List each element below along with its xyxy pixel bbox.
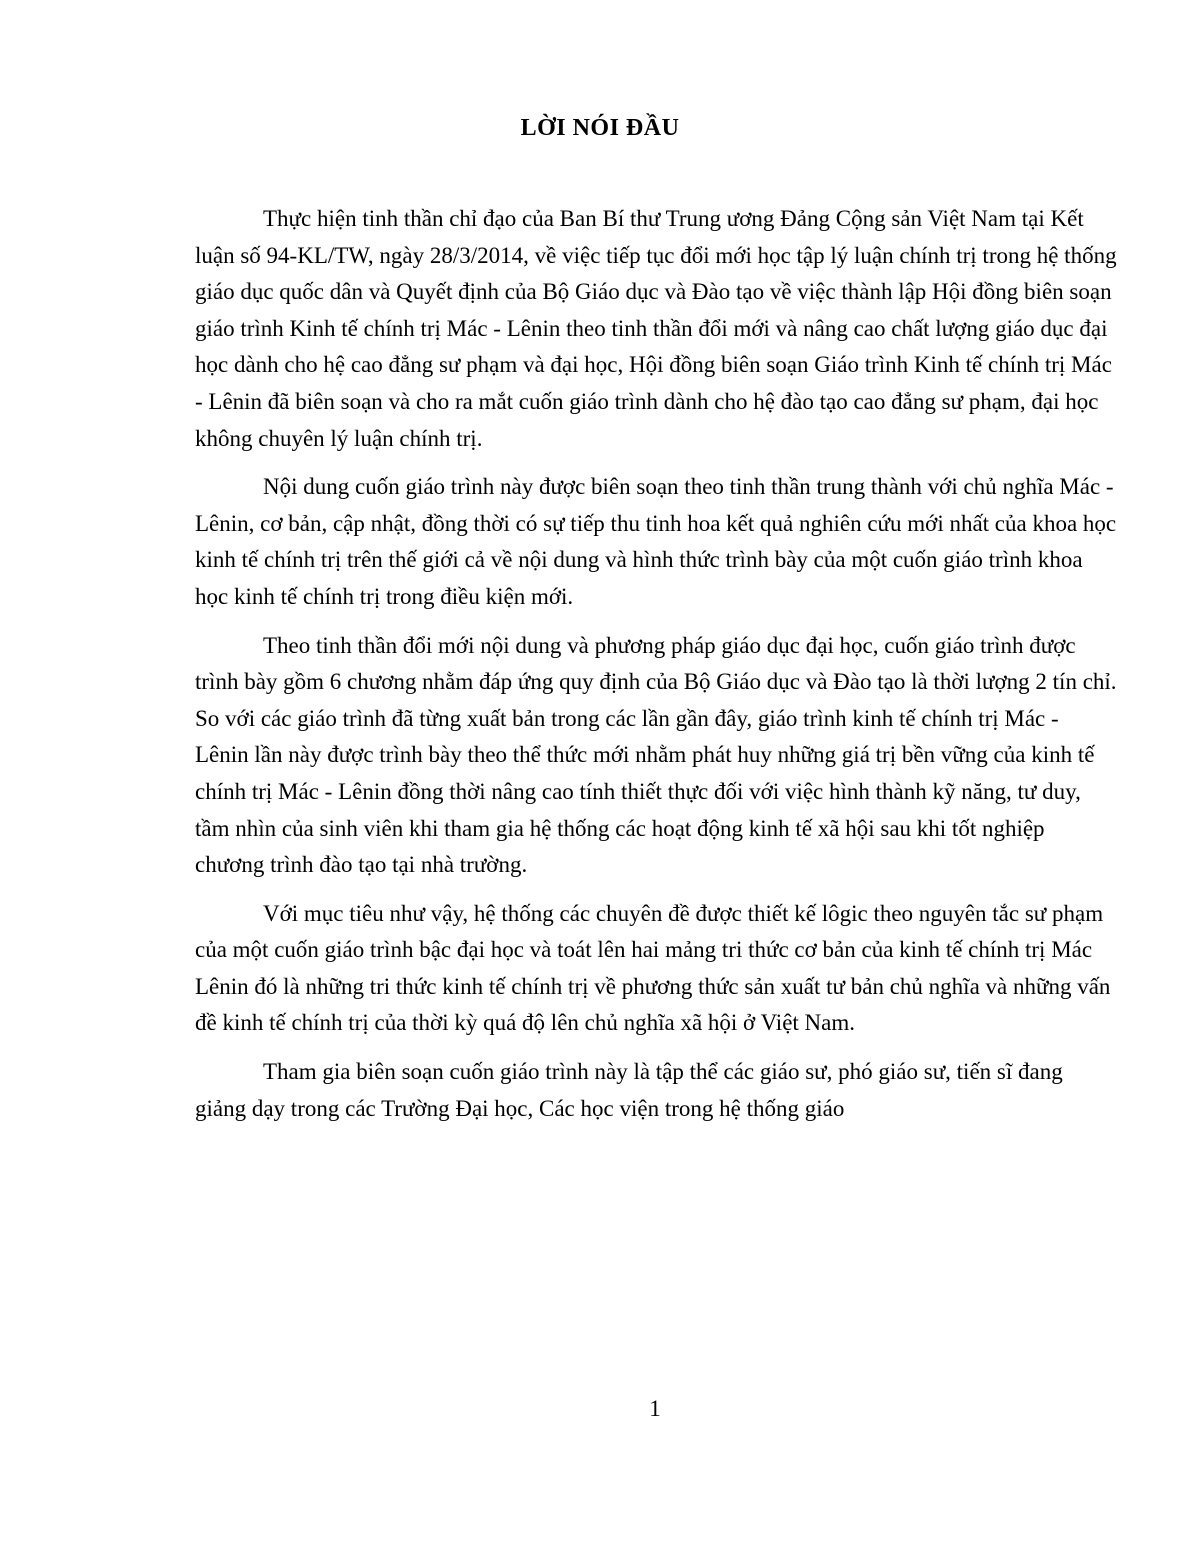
text-line: tế chính trị Mác Lênin đó là những tri thức kinh tế chính trị về phương thức sản xuất tư bbox=[195, 937, 1093, 999]
text-line: Thực hiện tinh thần chỉ đạo của Ban Bí thư Trung ương Đảng Cộng sản Việt Nam bbox=[263, 206, 1017, 231]
page-number: 1 bbox=[649, 1396, 661, 1421]
paragraph-4 bbox=[195, 896, 1118, 1042]
text-line: Theo tinh thần đổi mới nội dung và phương pháp giáo dục đại học, cuốn giáo trình bbox=[263, 632, 1024, 658]
text-line: Hội đồng biên soạn Giáo trình Kinh tế chính trị Mác bbox=[629, 352, 1112, 378]
paragraph-5 bbox=[195, 1054, 1118, 1127]
text-line: trị trong hệ thống giáo dục quốc dân và Quyết định của Bộ Giáo dục và Đào tạo về việc bbox=[195, 242, 1117, 305]
page-title: LỜI NÓI ĐẦU bbox=[520, 115, 680, 141]
paragraph-3 bbox=[195, 628, 1118, 884]
text-line: Việt Nam. bbox=[760, 1010, 856, 1036]
text-line: đang giảng dạy trong các Trường Đại học, Các học viện trong hệ thống giáo bbox=[195, 1059, 1063, 1121]
document-body bbox=[195, 201, 1118, 1139]
text-line: - Lênin đã biên soạn và cho ra mắt cuốn giáo trình dành cho hệ đào tạo cao đẳng sư phạm, bbox=[195, 388, 1026, 414]
text-line: bản chủ nghĩa và những vấn đề kinh tế chính trị của thời kỳ quá độ lên chủ nghĩa xã hội ở bbox=[195, 973, 1111, 1036]
text-line: nghĩa Mác - Lênin, cơ bản, cập nhật, đồng thời có sự tiếp thu tinh hoa kết quả nghiên cứu bbox=[195, 474, 1114, 536]
paragraph-2 bbox=[195, 469, 1118, 615]
text-line: những giá trị bền vững của kinh tế chính trị Mác - Lênin đồng thời nâng cao tính thiết bbox=[195, 742, 1095, 804]
text-line: mới nhất của khoa học kinh tế chính trị trên thế giới cả về nội dung và hình thức trình bày bbox=[195, 510, 1117, 573]
text-line: đại học không chuyên lý luận chính trị. bbox=[195, 388, 1099, 451]
text-line: thống các hoạt động kinh tế xã hội sau khi tốt nghiệp chương trình đào tạo tại nhà trường. bbox=[195, 815, 1045, 878]
text-line: lượng 2 tín chỉ. So với các giáo trình đã từng xuất bản trong các lần gần đây, giáo trình bbox=[195, 669, 1117, 731]
text-line: Tham gia biên soạn cuốn giáo trình này là tập thể các giáo sư, phó giáo sư, tiến sĩ bbox=[263, 1059, 1013, 1085]
text-line: mới và nâng cao chất lượng giáo dục đại học dành cho hệ cao đẳng sư phạm và đại học, bbox=[195, 315, 1108, 378]
text-line: của một cuốn giáo trình khoa học kinh tế chính trị trong điều kiện mới. bbox=[195, 547, 1083, 609]
text-line: kinh tế chính trị Mác - Lênin lần này được trình bày theo thể thức mới nhằm phát huy bbox=[195, 705, 1059, 768]
text-line: thành lập Hội đồng biên soạn giáo trình Kinh tế chính trị Mác - Lênin theo tinh thần đổi bbox=[195, 279, 1112, 341]
text-line: Nội dung cuốn giáo trình này được biên soạn theo tinh thần trung thành với chủ bbox=[263, 474, 997, 500]
text-line: tại Kết luận số 94-KL/TW, ngày 28/3/2014, về việc tiếp tục đổi mới học tập lý luận chính bbox=[195, 206, 1084, 268]
text-line: được trình bày gồm 6 chương nhằm đáp ứng quy định của Bộ Giáo dục và Đào tạo là thời bbox=[195, 632, 1076, 695]
text-line: thực đối với việc hình thành kỹ năng, tư duy, tầm nhìn của sinh viên khi tham gia hệ bbox=[195, 778, 1081, 841]
paragraph-1 bbox=[195, 201, 1118, 457]
text-line: Với mục tiêu như vậy, hệ thống các chuyên đề được thiết kế lôgic theo nguyên tắc bbox=[263, 900, 1020, 926]
text-line: sư phạm của một cuốn giáo trình bậc đại học và toát lên hai mảng tri thức cơ bản của kinh bbox=[195, 900, 1104, 963]
